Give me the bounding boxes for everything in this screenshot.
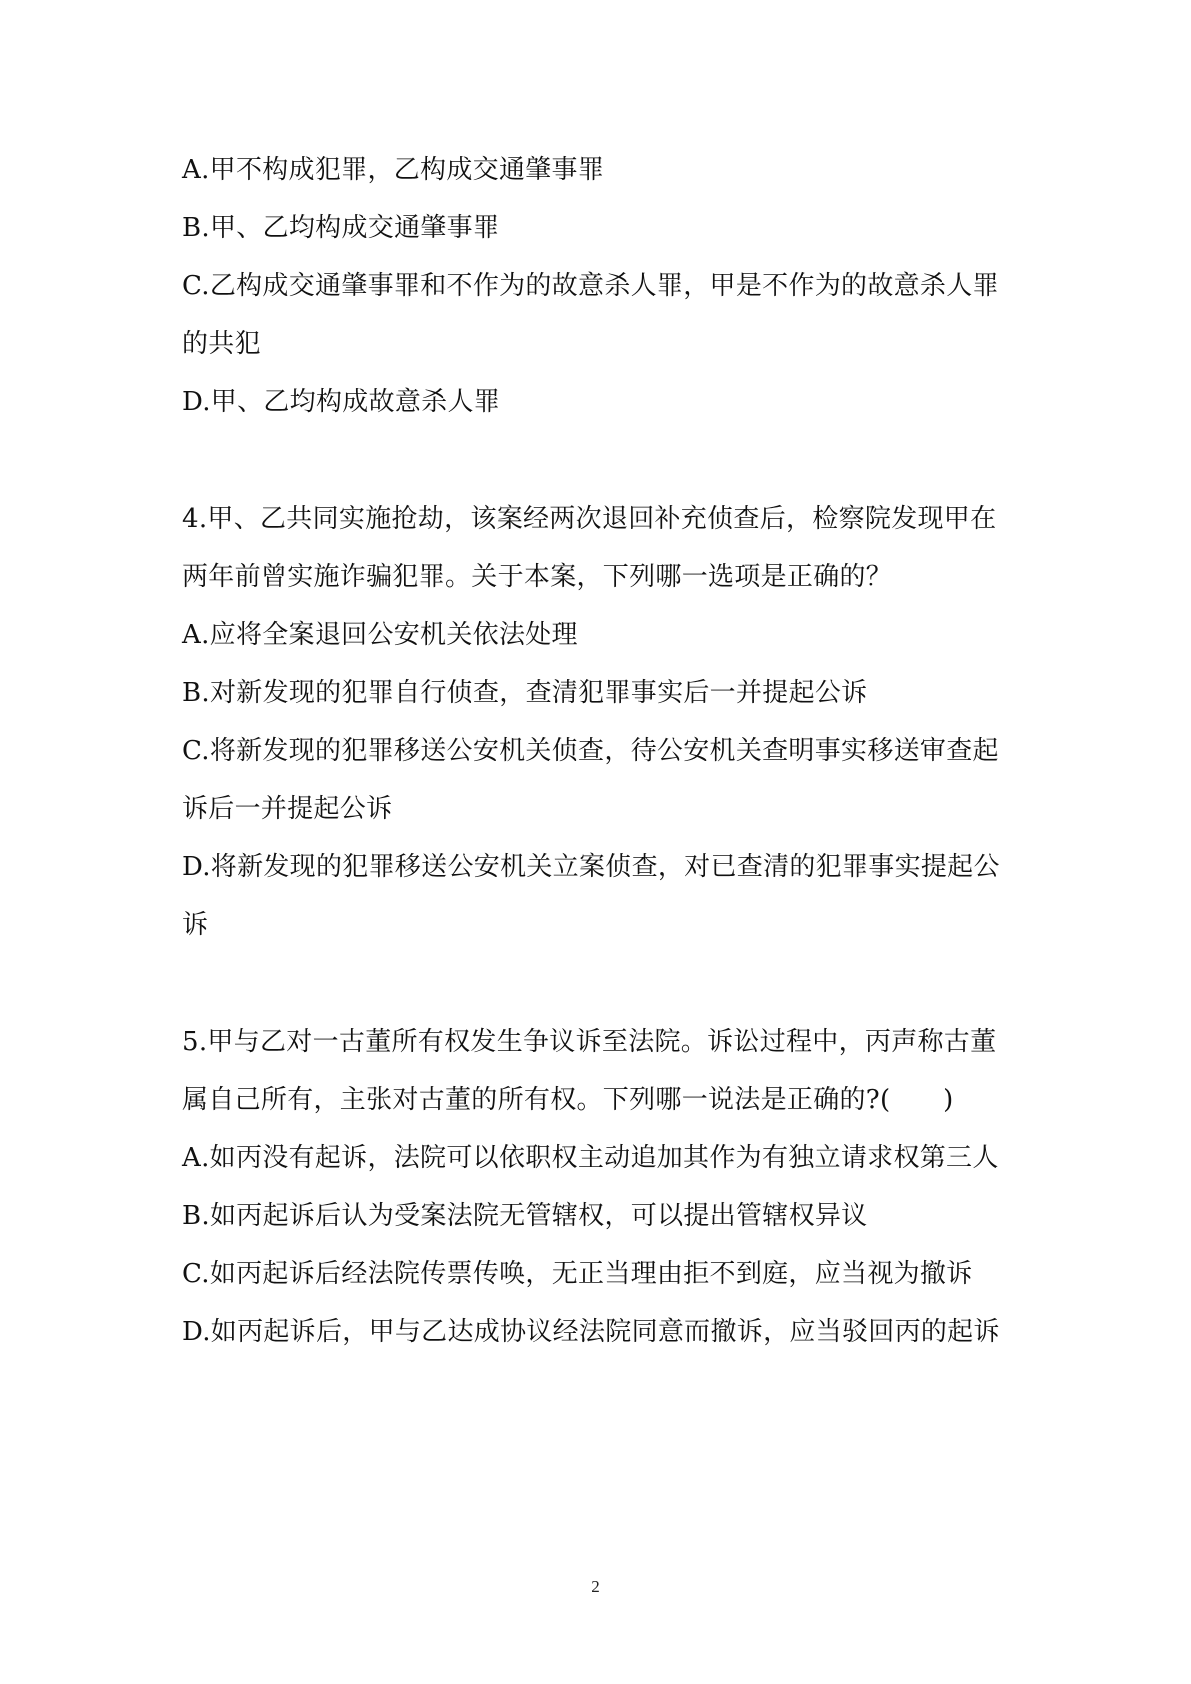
- q3-option-d: D.甲、乙均构成故意杀人罪: [182, 387, 501, 417]
- q5-option-d: D.如丙起诉后，甲与乙达成协议经法院同意而撤诉，应当驳回丙的起诉: [182, 1317, 1000, 1347]
- q3-option-c-line1: C.乙构成交通肇事罪和不作为的故意杀人罪，甲是不作为的故意杀人罪: [182, 271, 999, 301]
- q4-option-d-line2: 诉: [182, 910, 209, 940]
- q3-option-a: A.甲不构成犯罪，乙构成交通肇事罪: [182, 155, 605, 185]
- q5-option-c: C.如丙起诉后经法院传票传唤，无正当理由拒不到庭，应当视为撤诉: [182, 1259, 973, 1289]
- q4-option-c-line2: 诉后一并提起公诉: [182, 794, 393, 824]
- q5-stem-line1: 5.甲与乙对一古董所有权发生争议诉至法院。诉讼过程中，丙声称古董: [182, 1027, 997, 1057]
- q4-stem-line1: 4.甲、乙共同实施抢劫，该案经两次退回补充侦查后，检察院发现甲在: [182, 504, 997, 534]
- q3-option-b: B.甲、乙均构成交通肇事罪: [182, 213, 500, 243]
- q3-option-c-line2: 的共犯: [182, 329, 261, 359]
- q5-option-a: A.如丙没有起诉，法院可以依职权主动追加其作为有独立请求权第三人: [182, 1143, 999, 1173]
- q5-option-b: B.如丙起诉后认为受案法院无管辖权，可以提出管辖权异议: [182, 1201, 868, 1231]
- q4-option-c-line1: C.将新发现的犯罪移送公安机关侦查，待公安机关查明事实移送审查起: [182, 736, 999, 766]
- q5-stem-line2: 属自己所有，主张对古董的所有权。下列哪一说法是正确的?( ): [182, 1085, 954, 1115]
- q4-option-d-line1: D.将新发现的犯罪移送公安机关立案侦查，对已查清的犯罪事实提起公: [182, 852, 1000, 882]
- q4-option-b: B.对新发现的犯罪自行侦查，查清犯罪事实后一并提起公诉: [182, 678, 868, 708]
- page-number: 2: [591, 1577, 600, 1596]
- q4-option-a: A.应将全案退回公安机关依法处理: [182, 620, 578, 650]
- q4-stem-line2: 两年前曾实施诈骗犯罪。关于本案，下列哪一选项是正确的？: [182, 562, 893, 592]
